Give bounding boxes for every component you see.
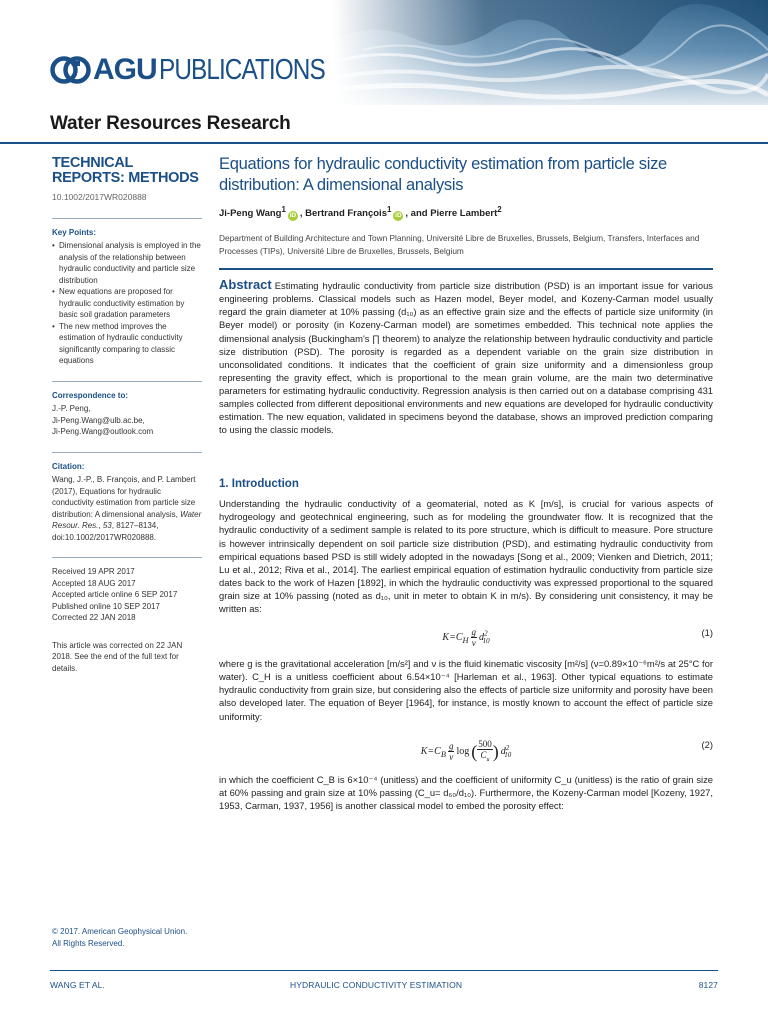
equation-1-number: (1) [701, 627, 713, 639]
citation-text: Wang, J.-P., B. François, and P. Lambert (2017), Equations for hydraulic conductivity estimation from particle size distribution: A dimensional analysis, Water Resour. Res., 53, 8127–8134, doi:10.1002/2017WR020888. [52, 475, 202, 542]
correspondence-heading: Correspondence to: [52, 390, 129, 400]
correspondence-email[interactable]: Ji-Peng.Wang@outlook.com [52, 427, 154, 436]
article-title: Equations for hydraulic conductivity estimation from particle size distribution: A dimensional analysis [219, 155, 667, 194]
date-line: Accepted article online 6 SEP 2017 [52, 590, 178, 599]
paragraph-after-eq2: in which the coefficient C_B is 6×10⁻⁴ (unitless) and the coefficient of uniformity C_u (unitless) is the ratio of grain size at 60% passing and grain size at 10% passing (C_u= d₆₀/d₁₀). Furthermore, the Kozeny-Carman model [Kozeny, 1927, 1953, Carman, 1937, 1956] is another classical model to embed the porosity effect: [219, 773, 713, 811]
date-line: Published online 10 SEP 2017 [52, 601, 160, 611]
agu-publications-logo [50, 55, 356, 85]
journal-banner [0, 0, 768, 105]
equation-1-expression: $K=C_H$ $\frac{g}{\nu}$ $d^2_{10}$ [442, 627, 490, 649]
affiliations: Department of Building Architecture and Town Planning, Université Libre de Bruxelles, Brussels, Belgium, Transfers, Interfaces and Processes (TIPs), Université Libre de Bruxelles, Brussels, Belgium [219, 233, 700, 257]
correspondence-email[interactable]: Ji-Peng.Wang@ulb.ac.be, [52, 415, 145, 425]
article-body [219, 154, 713, 812]
footer-rule [50, 970, 718, 971]
abstract-rule [219, 268, 713, 270]
equation-2-expression: $K=C_B$ $\frac{g}{\nu}$ log ( $\frac{500}{C_u}$ ) $d^2_{10}$ [420, 738, 512, 763]
key-point: • The new method improves the estimation of hydraulic conductivity significantly comparing to classic equations [52, 321, 202, 367]
key-points-heading: Key Points: [52, 227, 97, 237]
equation-2 [219, 723, 713, 773]
author-list: Ji-Peng Wang$^1$iD , Bertrand François$^1$iD , and Pierre Lambert$^2$ [219, 205, 502, 220]
correspondence-name: J.-P. Peng, [52, 404, 91, 413]
abstract-text: Estimating hydraulic conductivity from particle size distribution (PSD) is an important issue for various engineering problems. Classical models such as Hazen model, Beyer model, and Kozeny-Carman model usually regard the grain diameter at 10% passing (d₁₀) as an effective grain size and the effects of particle size uniformity (in Beyer model) or porosity (in Kozeny-Carman model) are sometimes embedded. This technical note applies the dimensional analysis (Buckingham's ∏ theorem) to analyze the relationship between hydraulic conductivity and particle size distribution (PSD). The porosity is regarded as a dependent variable on the grain size distribution in unconsolidated conditions. It indicates that the coefficient of grain size uniformity and a dimensionless group representing the gravity effect, which is proportional to the mean grain volume, are the main two determinative parameters for estimating hydraulic conductivity. Regression analysis is then carried out on a database comprising 431 samples collected from different depositional environments and new equations are developed for hydraulic conductivity estimation. The new equation, validated in specimens beyond the database, shows an improved prediction comparing to using the classic models. [219, 280, 713, 436]
footer-running-title: HYDRAULIC CONDUCTIVITY ESTIMATION [290, 980, 463, 990]
agu-globe-icon [50, 55, 92, 85]
journal-name: Water Resources Research [50, 113, 291, 134]
intro-paragraph: Understanding the hydraulic conductivity of a geomaterial, noted as K [m/s], is crucial for various aspects of hydrogeology and geotechnical engineering, such as for modeling the groundwater flow. It is recognized that the hydraulic conductivity of a sediment sample is related to its pore structure, which is difficult to measure. Pore structure is however intrinsically dependent on soil particle size distribution (PSD), and estimating hydraulic conductivity from empirical equations based PSD is still widely adopted in the nowadays [Song et al., 2009; Vienken and Dietrich, 2011; Lu et al., 2012; Riva et al., 2014]. The earliest empirical equation of estimation hydraulic conductivity from particle size dates back to the work of Hazen [1892], in which the hydraulic conductivity was expressed proportional to the squared grain size at 10% passing (noted as d₁₀, unit in meter to obtain K in m/s). By considering unit consistency, it may be written as: [219, 498, 713, 615]
abstract-label: Abstract [219, 277, 272, 293]
footer-authors: WANG ET AL. [50, 980, 105, 990]
date-line: Accepted 18 AUG 2017 [52, 578, 136, 588]
copyright: © 2017. American Geophysical Union. All Rights Reserved. [52, 927, 188, 948]
article-type: TECHNICAL REPORTS: METHODS [52, 155, 199, 186]
orcid-icon[interactable]: iD [289, 212, 297, 220]
key-points-list [52, 240, 202, 367]
ocean-wave-image [333, 0, 768, 105]
date-line: Corrected 22 JAN 2018 [52, 613, 136, 622]
logo-agu-text: AGU [93, 53, 157, 86]
section-heading-introduction: 1. Introduction [219, 478, 299, 491]
abstract [219, 278, 713, 436]
header-rule [0, 142, 768, 144]
doi[interactable]: 10.1002/2017WR020888 [52, 192, 147, 202]
paragraph-after-eq1: where g is the gravitational acceleration [m/s²] and ν is the fluid kinematic viscosity [m²/s] (ν=0.89×10⁻⁶m²/s at 25°C for water). C_H is a unitless coefficient about 6.54×10⁻⁴ [Harleman et al., 1963]. Other typical equations to estimate hydraulic conductivity from grain size, but considering also the effects of particle size uniformity and porosity have been also developed later. The equation of Beyer [1964], for instance, is mostly known to account the effect of particle size uniformity: [219, 658, 713, 722]
sidebar-divider [52, 557, 202, 558]
page-number: 8127 [698, 980, 718, 990]
equation-2-number: (2) [701, 738, 713, 750]
date-line: Received 19 APR 2017 [52, 567, 135, 576]
orcid-icon[interactable]: iD [395, 212, 402, 220]
logo-publications-text: PUBLICATIONS [158, 54, 325, 86]
article-sidebar [52, 156, 202, 674]
correction-note: This article was corrected on 22 JAN 2018. See the end of the full text for details. [52, 640, 183, 673]
sidebar-divider [52, 381, 202, 382]
sidebar-divider [52, 452, 202, 453]
citation-heading: Citation: [52, 461, 85, 471]
equation-1 [219, 615, 713, 657]
key-point: • Dimensional analysis is employed in the analysis of the relationship between hydraulic conductivity and particle size distribution [52, 240, 202, 286]
sidebar-divider [52, 218, 202, 219]
key-point: • New equations are proposed for hydraulic conductivity estimation by basic soil gradation parameters [52, 286, 202, 321]
publication-dates [52, 566, 202, 624]
